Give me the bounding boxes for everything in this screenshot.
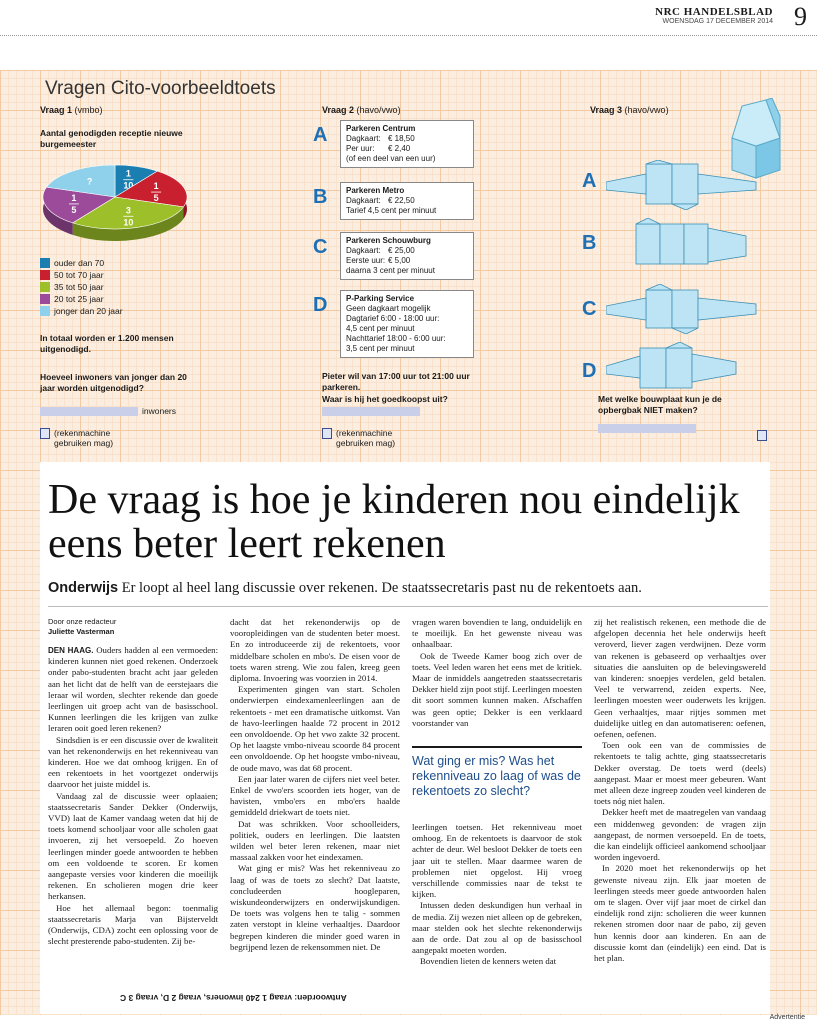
- article-column-1: [48, 617, 218, 947]
- pullquote-rule: [412, 746, 582, 748]
- q2-calculator-note: [322, 428, 406, 448]
- q2-question-b: Waar is hij het goedkoopst uit?: [322, 394, 448, 404]
- q2-a-extra: (of een deel van een uur): [346, 154, 436, 163]
- pie-slice-label-denominator: 10: [123, 180, 134, 191]
- col1-para-1: [48, 645, 218, 735]
- issue-date: WOENSDAG 17 DECEMBER 2014: [662, 18, 773, 25]
- q2-d-extra4: Nachttarief 18:00 - 6:00 uur:: [346, 334, 446, 343]
- col4-para-1: zij het realistisch rekenen, een methode die de afgelopen decennia het hele onderwijs heeft veroverd, liever zagen verdwijnen. Deze vorm van rekenen is gebaseerd op verhaaltjes over situaties die aansluiten op de belevingswereld van kinderen: snoepjes verdelen, geld betalen. Veel te verwarrend, zeiden experts. Nee, leerlingen moesten weer ouderwets les krijgen. Geen verhaaltjes, maar rijtjes sommen met duidelijke uitleg en dan automatiseren: oefenen, oefenen, oefenen.: [594, 617, 766, 740]
- newspaper-name: NRC HANDELSBLAD: [655, 6, 773, 18]
- q1-calculator-note: [40, 428, 124, 448]
- q2-level: (havo/vwo): [356, 105, 401, 115]
- col2-para-1: dacht dat het rekenonderwijs op de vooropleidingen van de studenten beter moest. En zo introduceerde zij de rekentoets, voor middelbare scholen en mbo's. De eisen voor de toets waren streng. Wie zou falen, kreeg geen diploma. Invoering was voorzien in 2014.: [230, 617, 400, 684]
- pullquote: Wat ging er mis? Was het rekenniveau zo laag of was de rekentoets zo slecht?: [412, 754, 581, 798]
- col2-para-4: Dat was schrikken. Voor schoolleiders, politiek, ouders en leerlingen. Die laatsten wilden wel beter leren rekenen, maar niet massaal zakken voor het eindexamen.: [230, 818, 400, 863]
- col1-para-4: Hoe het allemaal begon: toenmalig staatssecretaris Marja van Bijsterveldt (Onderwijs, CDA) zocht een oplossing voor de slecht presterende pabo-studenten. Zij be-: [48, 902, 218, 947]
- dateline: DEN HAAG.: [48, 646, 94, 655]
- q2-c-line2-key: Eerste uur:: [346, 256, 386, 265]
- q3-level: (havo/vwo): [624, 105, 669, 115]
- col3-para-2: Ook de Tweede Kamer boog zich over de toets. Veel leden waren het eens met de kritiek. Maar de inmiddels aangetreden staatssecretaris Dekker hield zijn poot stijf. Leerlingen moesten dit soort sommen kunnen maken. Afschaffen was geen optie; Dekker is een verklaard voorstander van: [412, 650, 582, 728]
- legend-swatch: [40, 294, 50, 304]
- article-column-3a: [412, 617, 582, 729]
- q1-calc-text: (rekenmachine gebruiken mag): [54, 428, 114, 448]
- col4-para-4: In 2020 moet het rekenonderwijs op het gewenste niveau zijn. Elk jaar moeten de leerlingen steeds meer goede antwoorden halen om te slagen. Over vijf jaar moet de cirkel dan eindelijk rond zijn: scholieren die weer kunnen rekenen stromen door naar de pabo, zij geven hun kennis door aan kinderen. En aan de discussie komt dan (eindelijk) een eind. Dat is het plan.: [594, 863, 766, 964]
- pie-slice-label: 1: [71, 192, 77, 203]
- q2-a-line1-val: € 18,50: [388, 134, 415, 143]
- q2-a-line1-key: Dagkaart:: [346, 134, 381, 143]
- advertentie-label: Advertentie: [769, 1014, 805, 1021]
- q2-b-line1-val: € 22,50: [388, 196, 415, 205]
- legend-item: [40, 257, 123, 269]
- q3-question: Met welke bouwplaat kun je de opbergbak NIET maken?: [598, 394, 722, 415]
- byline-1: Door onze redacteur: [48, 617, 117, 626]
- q1-answer-field[interactable]: [40, 407, 138, 416]
- q2-option-a: [340, 120, 474, 168]
- q3-heading: [590, 105, 669, 115]
- col1-para-1-text: Ouders hadden al een vermoeden: kinderen kunnen niet goed rekenen. Onderzoek onder pabo-studenten bracht acht jaar geleden aan het licht dat de helft van de eerstejaars die leraar wil worden, slechter rekende dan goede leerlingen uit groep acht van de basisschool. Kunnen leerlingen die les krijgen van zulke leraren ooit goed leren rekenen?: [48, 645, 219, 734]
- q2-c-line2-val: € 5,00: [388, 256, 411, 265]
- legend-item: [40, 269, 123, 281]
- q2-b-extra: Tarief 4,5 cent per minuut: [346, 206, 437, 215]
- pie-slice-label-denominator: 5: [71, 204, 77, 215]
- col3-para-1: vragen waren bovendien te lang, onduidelijk en te moeilijk. En het gewenste niveau was onhaalbaar.: [412, 617, 582, 650]
- pie-slice-label: 3: [125, 205, 131, 216]
- q3-letter-d: D: [582, 360, 597, 382]
- col4-para-3: Dekker heeft met de maatregelen van vandaag een middenweg gevonden: de vragen zijn aangepast, de normen versoepeld. En de toets, die kan eindelijk officieel aankomend schooljaar worden ingevoerd.: [594, 807, 766, 863]
- q3-letter-a: A: [582, 170, 597, 192]
- q2-heading: [322, 105, 401, 115]
- legend-label: 50 tot 70 jaar: [54, 270, 104, 280]
- col3-para-3: leerlingen toetsen. Het rekenniveau moet omhoog. En de rekentoets is daarvoor de stok achter de deur. Wel besloot Dekker de toets een jaar uit te stellen. Maar daarmee waren de problemen niet opgelost. Hij vroeg verschillende commissies naar de tekst te kijken.: [412, 822, 582, 900]
- calculator-icon: [757, 430, 767, 441]
- q2-question-a: Pieter wil van 17:00 uur tot 21:00 uur parkeren.: [322, 371, 470, 392]
- article-headline: De vraag is hoe je kinderen nou eindelijk eens beter leert rekenen: [48, 477, 740, 567]
- pie-slice-label: 1: [125, 168, 131, 179]
- q3-answer-field[interactable]: [598, 424, 696, 433]
- q2-calc-text: (rekenmachine gebruiken mag): [336, 428, 396, 448]
- q2-c-line1-val: € 25,00: [388, 246, 415, 255]
- q3-net-d: [606, 342, 766, 392]
- legend-swatch: [40, 282, 50, 292]
- q1-label: Vraag 1: [40, 105, 73, 115]
- calculator-icon: [322, 428, 332, 439]
- q2-option-d: [340, 290, 474, 358]
- q2-option-b: [340, 182, 474, 220]
- legend-item: [40, 305, 123, 317]
- calculator-icon: [40, 428, 50, 439]
- pie-slice-label: ?: [86, 176, 93, 187]
- article-column-4: [594, 617, 766, 964]
- q1-total-text: In totaal worden er 1.200 mensen uitgenodigd.: [40, 333, 174, 354]
- q2-c-line1-key: Dagkaart:: [346, 246, 381, 255]
- legend-label: jonger dan 20 jaar: [54, 306, 123, 316]
- q2-d-extra3: 4,5 cent per minuut: [346, 324, 415, 333]
- q2-b-line1-key: Dagkaart:: [346, 196, 381, 205]
- legend-item: [40, 281, 123, 293]
- intro-kicker: Onderwijs: [48, 580, 119, 596]
- q2-answer-field[interactable]: [322, 407, 420, 416]
- col3-para-5: Bovendien lieten de kenners weten dat: [420, 956, 557, 967]
- q2-a-line2-key: Per uur:: [346, 144, 375, 153]
- col2-para-2: Experimenten gingen van start. Scholen onderwierpen eindexamenleerlingen aan de rekentoets - met een dramatische uitkomst. Van de havo-leerlingen haalde 72 procent in 2012 een onvoldoende. Op het vwo zakte 32 procent. Op het laagste vmbo-niveau scoorde 84 procent een onvoldoende. Op het hoogste vmbo-niveau, de oude mavo, was dat 68 procent.: [230, 684, 400, 773]
- q1-answer-unit: inwoners: [142, 406, 177, 416]
- legend-swatch: [40, 270, 50, 280]
- legend-swatch: [40, 306, 50, 316]
- q1-legend: [40, 257, 123, 317]
- q2-option-b-letter: B: [313, 186, 328, 208]
- q2-c-name: Parkeren Schouwburg: [346, 236, 431, 245]
- byline-2: Juliette Vasterman: [48, 627, 115, 636]
- col4-para-2: Toen ook een van de commissies de rekentoets te talig achtte, ging staatssecretaris Dekker overstag. De toets werd (deels) aangepast. Maar er moest meer gebeuren. Want met alleen deze ingreep zouden veel kinderen de toets nóg niet halen.: [594, 740, 766, 807]
- header-rule: [0, 35, 817, 36]
- q2-option-d-letter: D: [313, 294, 328, 316]
- q2-label: Vraag 2: [322, 105, 355, 115]
- col2-para-3: Een jaar later waren de cijfers niet veel beter. Enkel de vwo'ers scoorden iets hoger, van de havisten, vmbo'ers en mbo'ers haalde gemiddeld driekwart de toets niet.: [230, 773, 400, 818]
- cito-title: Vragen Cito-voorbeeldtoets: [45, 78, 276, 99]
- article-intro: [48, 580, 768, 597]
- q2-d-extra5: 3,5 cent per minuut: [346, 344, 415, 353]
- q1-level: (vmbo): [74, 105, 103, 115]
- upside-down-answers: Antwoorden: vraag 1 240 inwoners, vraag 2 D, vraag 3 C: [120, 993, 347, 1003]
- article-column-2: [230, 617, 400, 953]
- q3-calculator: [757, 430, 767, 441]
- q3-net-a: [606, 160, 766, 210]
- intro-text: Er loopt al heel lang discussie over rekenen. De staatssecretaris past nu de rekentoets aan.: [121, 580, 642, 596]
- q2-d-extra2: Dagtarief 6:00 - 18:00 uur:: [346, 314, 440, 323]
- q2-a-name: Parkeren Centrum: [346, 124, 416, 133]
- page-number: 9: [794, 2, 807, 31]
- legend-swatch: [40, 258, 50, 268]
- pie-slice-label-denominator: 10: [123, 217, 134, 228]
- q2-option-c: [340, 232, 474, 280]
- article-column-3b: [412, 822, 582, 968]
- q3-net-c: [606, 284, 766, 334]
- q3-letter-c: C: [582, 298, 597, 320]
- q3-letter-b: B: [582, 232, 597, 254]
- col2-para-5: Wat ging er mis? Was het rekenniveau zo laag of was de toets zo slecht? Dat laatste, concludeerden hooglераren, wiskundeonderwijzers en onderwijskundigen. De toets was volgens hen te talig - sommen zaten verstopt in kleine verhaaltjes. Daardoor begrepen kinderen die minder goed waren in begrijpend lezen de rekensommen niet. De: [230, 863, 400, 952]
- q2-d-name: P-Parking Service: [346, 294, 415, 303]
- q1-pie-chart: [38, 155, 193, 255]
- col1-para-2: Sindsdien is er een discussie over de kwaliteit van het rekenonderwijs en het rekenniveau van kinderen. Hoe we dat omhoog krijgen. En of een rekentoets in het voortgezet onderwijs daarvoor het juiste middel is.: [48, 734, 218, 790]
- q3-net-b: [606, 218, 766, 268]
- q2-b-name: Parkeren Metro: [346, 186, 405, 195]
- intro-rule: [48, 606, 768, 607]
- legend-item: [40, 293, 123, 305]
- legend-label: 20 tot 25 jaar: [54, 294, 104, 304]
- q2-option-a-letter: A: [313, 124, 328, 146]
- col1-para-3: Vandaag zal de discussie weer oplaaien; staatssecretaris Sander Dekker (Onderwijs, VVD) laat de Kamer vandaag weten dat hij de toets komend schooljaar voor alle scholen gaat invoeren, zij het versoepeld. Zo hoeven leerlingen minder goede antwoorden te hebben om een voldoende te scoren. Er komen aangepaste versies voor kinderen die moeilijk rekenen. En scholieren mogen drie keer herkansen.: [48, 790, 218, 902]
- q1-chart-title: Aantal genodigden receptie nieuwe burgemeester: [40, 128, 183, 149]
- pie-slice-label: 1: [153, 181, 159, 192]
- q3-label: Vraag 3: [590, 105, 623, 115]
- q2-a-line2-val: € 2,40: [388, 144, 411, 153]
- legend-label: ouder dan 70: [54, 258, 105, 268]
- masthead: [655, 6, 773, 25]
- q1-heading: [40, 105, 103, 115]
- pie-slice-label-denominator: 5: [153, 193, 159, 204]
- q2-d-extra1: Geen dagkaart mogelijk: [346, 304, 431, 313]
- q2-option-c-letter: C: [313, 236, 328, 258]
- q2-c-extra: daarna 3 cent per minuut: [346, 266, 435, 275]
- q1-question: Hoeveel inwoners van jonger dan 20 jaar worden uitgenodigd?: [40, 372, 187, 393]
- legend-label: 35 tot 50 jaar: [54, 282, 104, 292]
- col3-para-4: Intussen deden deskundigen hun verhaal in de media. Zij wezen niet alleen op de gebreken, maar stelden ook het slechte rekenonderwijs aan de orde. Dat zou al op de basisschool aangepakt moeten worden.: [412, 900, 582, 956]
